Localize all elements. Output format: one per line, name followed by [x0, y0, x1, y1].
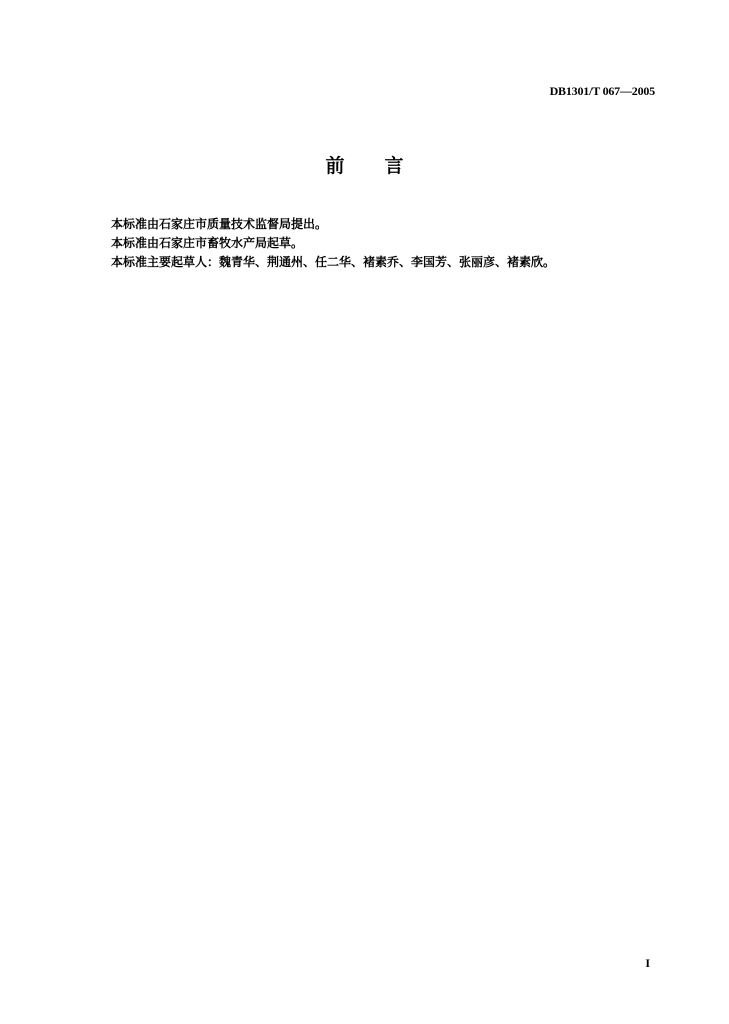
paragraph-drafting-unit: 本标准由石家庄市畜牧水产局起草。 — [111, 236, 304, 250]
title-char-1: 前 — [325, 155, 345, 177]
foreword-body — [111, 215, 555, 272]
page-number: I — [645, 956, 650, 970]
standard-code: DB1301/T 067—2005 — [549, 84, 655, 98]
page-title — [0, 151, 729, 178]
paragraph-drafters: 本标准主要起草人：魏青华、荆通州、任二华、褚素乔、李国芳、张丽彦、褚素欣。 — [111, 255, 556, 269]
title-char-2: 言 — [384, 155, 404, 177]
paragraph-proposer: 本标准由石家庄市质量技术监督局提出。 — [111, 217, 328, 231]
